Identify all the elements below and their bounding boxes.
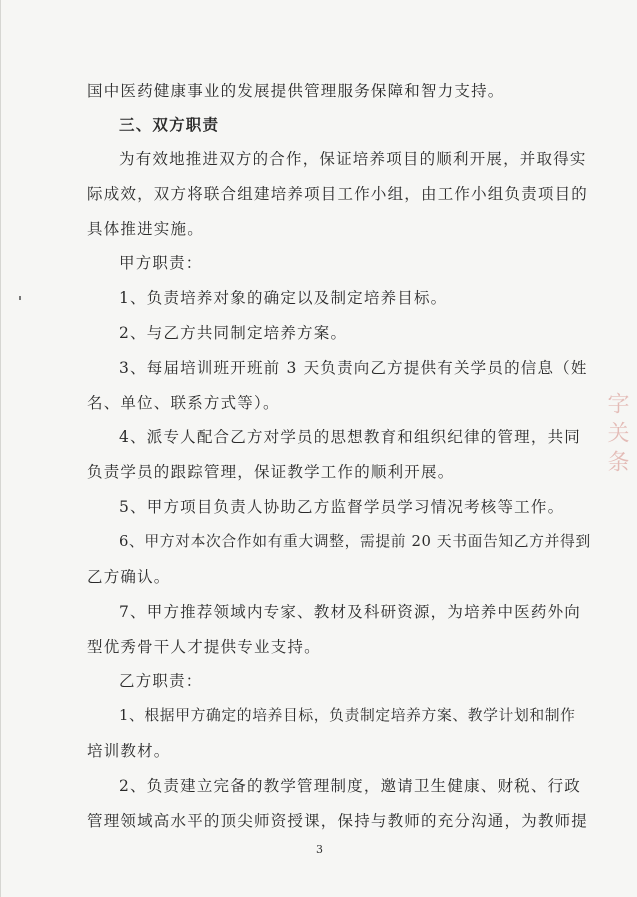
- scan-mark: [19, 296, 21, 300]
- party-b-item-2: 2、负责建立完备的教学管理制度，邀请卫生健康、财税、行政: [119, 777, 581, 795]
- party-b-item-1-cont: 培训教材。: [87, 742, 171, 760]
- text-line-4: 际成效，双方将联合组建培养项目工作小组，由工作小组负责项目的: [87, 185, 589, 203]
- party-a-item-3-cont: 名、单位、联系方式等）。: [87, 394, 280, 412]
- party-a-item-4: 4、派专人配合乙方对学员的思想教育和组织纪律的管理，共同: [119, 428, 581, 446]
- party-a-item-5: 5、甲方项目负责人协助乙方监督学员学习情况考核等工作。: [119, 498, 565, 516]
- party-a-item-4-cont: 负责学员的跟踪管理，保证教学工作的顺利开展。: [87, 463, 455, 481]
- party-a-heading: 甲方职责：: [119, 254, 203, 272]
- text-line-3: 为有效地推进双方的合作，保证培养项目的顺利开展，并取得实: [119, 150, 587, 168]
- party-a-item-2: 2、与乙方共同制定培养方案。: [119, 324, 348, 342]
- party-a-item-6: 6、甲方对本次合作如有重大调整，需提前 20 天书面告知乙方并得到: [119, 533, 591, 550]
- page-number: 3: [316, 843, 323, 856]
- text-line-1: 国中医药健康事业的发展提供管理服务保障和智力支持。: [87, 82, 505, 100]
- party-a-item-3: 3、每届培训班开班前 3 天负责向乙方提供有关学员的信息（姓: [119, 359, 588, 377]
- party-a-item-6-cont: 乙方确认。: [87, 568, 171, 586]
- party-b-item-2-cont: 管理领域高水平的顶尖师资授课，保持与教师的充分沟通，为教师提: [87, 812, 589, 830]
- seal-stamp-fragment: 字 关 条: [604, 392, 629, 472]
- party-a-item-7: 7、甲方推荐领域内专家、教材及科研资源，为培养中医药外向: [119, 603, 581, 621]
- text-line-5: 具体推进实施。: [87, 220, 204, 238]
- party-a-item-1: 1、负责培养对象的确定以及制定培养目标。: [119, 289, 448, 307]
- party-b-item-1: 1、根据甲方确定的培养目标，负责制定培养方案、教学计划和制作: [119, 707, 576, 724]
- party-b-heading: 乙方职责：: [119, 672, 203, 690]
- section-heading: 三、双方职责: [119, 115, 220, 134]
- party-a-item-7-cont: 型优秀骨干人才提供专业支持。: [87, 638, 321, 656]
